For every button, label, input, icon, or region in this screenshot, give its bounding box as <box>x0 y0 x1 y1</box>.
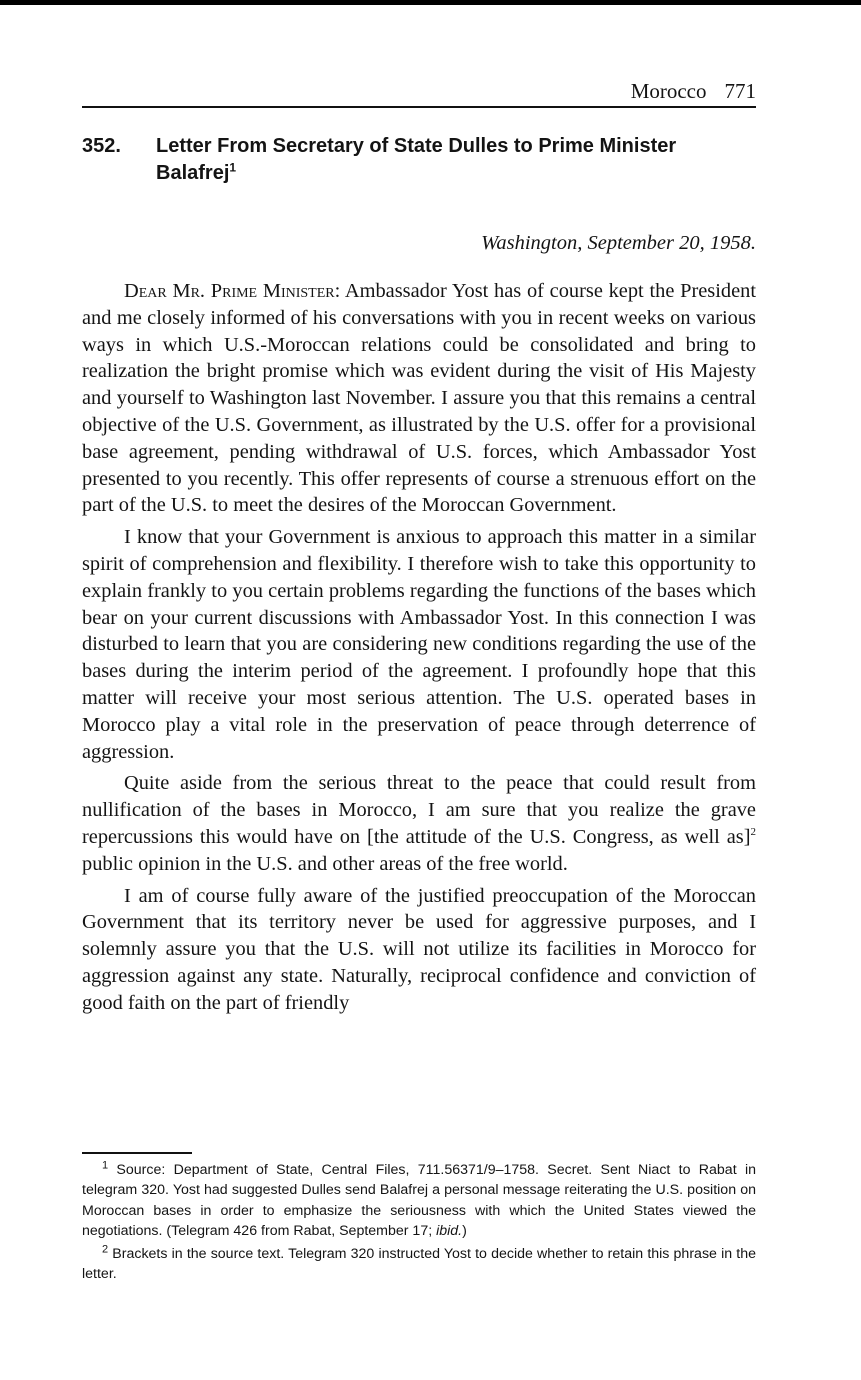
paragraph-text: public opinion in the U.S. and other areas of the free world. <box>82 852 568 875</box>
running-head <box>82 78 756 108</box>
document-title-text: Letter From Secretary of State Dulles to Prime Minister Balafrej <box>156 135 677 184</box>
footnote-text: Source: Department of State, Central Files, 711.56371/9–1758. Secret. Sent Niact to Rabat in telegram 320. Yost had suggested Dulles send Balafrej a personal message reiterating the U.S. position on Moroccan bases in order to emphasize the seriousness with which the United States viewed the negotiations. (Telegram 426 from Rabat, September 17; <box>82 1162 756 1239</box>
paragraph-text: Ambassador Yost has of course kept the President and me closely informed of his conversations with you in recent weeks on various ways in which U.S.-Moroccan relations could be consolidated and bring to realization the bright promise which was evident during the visit of His Majesty and yourself to Washington last November. I assure you that this remains a central objective of the U.S. Government, as illustrated by the U.S. offer for a provisional base agreement, pending withdrawal of U.S. forces, which Ambassador Yost presented to you recently. This offer represents of course a strenuous effort on the part of the U.S. to meet the desires of the Moroccan Government. <box>82 280 756 517</box>
footnotes <box>82 1160 756 1288</box>
footnote-ref-2: 2 <box>750 826 756 839</box>
paragraph: I am of course fully aware of the justified preoccupation of the Moroccan Government that its territory never be used for aggressive purposes, and I solemnly assure you that the U.S. will not utilize its facilities in Morocco for aggression against any state. Naturally, reciprocal confidence and conviction of good faith on the part of friendly <box>82 884 756 1014</box>
paragraph <box>82 770 756 877</box>
letter-body <box>82 278 756 1022</box>
footnote-italic: ibid. <box>436 1222 463 1239</box>
paragraph: I know that your Government is anxious to approach this matter in a similar spirit of comprehension and flexibility. I therefore wish to take this opportunity to explain frankly to you certain problems regarding the functions of the bases which bear on your current discussions with Ambassador Yost. In this connection I was disturbed to learn that you are considering new conditions regarding the use of the bases during the interim period of the agreement. I profoundly hope that this matter will receive your most serious attention. The U.S. operated bases in Morocco play a vital role in the preservation of peace through deterrence of aggression. <box>82 526 756 763</box>
document-number: 352. <box>82 135 121 157</box>
footnote-divider <box>82 1152 192 1154</box>
salutation: Dear Mr. Prime Minister: <box>124 280 341 302</box>
footnote-marker: 1 <box>102 1159 109 1172</box>
document-title <box>156 133 756 187</box>
page-number: 771 <box>724 79 756 103</box>
footnote <box>82 1244 756 1285</box>
paragraph-text: Quite aside from the serious threat to the peace that could result from nullification of the bases in Morocco, I am sure that you realize the grave repercussions this would have on [the attitude of the U.S. Congress, as well as] <box>82 772 756 848</box>
footnote-marker: 2 <box>102 1243 109 1256</box>
footnote <box>82 1160 756 1241</box>
paragraph <box>82 278 756 519</box>
footnote-text: Brackets in the source text. Telegram 320 instructed Yost to decide whether to retain this phrase in the letter. <box>82 1246 756 1283</box>
dateline: Washington, September 20, 1958. <box>481 232 756 254</box>
footnote-ref-1: 1 <box>229 160 237 175</box>
section-title: Morocco <box>630 79 707 103</box>
footnote-text: ) <box>462 1222 467 1239</box>
top-border <box>0 0 861 5</box>
